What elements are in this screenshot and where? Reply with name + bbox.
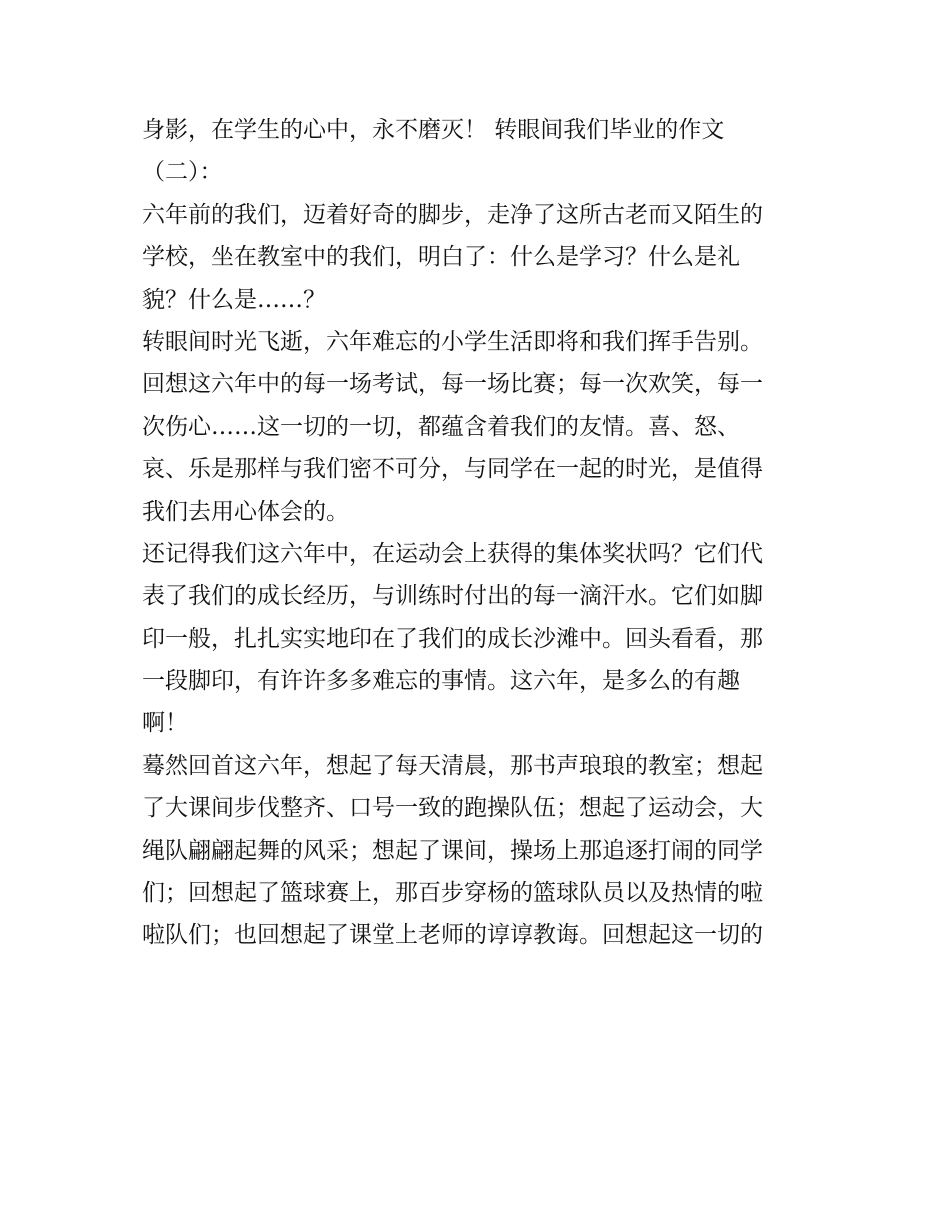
text-line: 表了我们的成长经历，与训练时付出的每一滴汗水。它们如脚 xyxy=(142,583,763,610)
text-line: 身影，在学生的心中，永不磨灭！ 转眼间我们毕业的作文 xyxy=(142,117,725,143)
text-line: 绳队翩翩起舞的风采；想起了课间，操场上那追逐打闹的同学 xyxy=(142,837,763,864)
text-line: 我们去用心体会的。 xyxy=(142,498,349,525)
text-line: 蓦然回首这六年，想起了每天清晨，那书声琅琅的教室；想起 xyxy=(142,752,763,779)
text-line: 啦队们；也回想起了课堂上老师的谆谆教诲。回想起这一切的 xyxy=(142,922,763,949)
essay-body xyxy=(142,109,822,957)
text-line: 六年前的我们，迈着好奇的脚步，走净了这所古老而又陌生的 xyxy=(142,201,763,228)
text-line: 哀、乐是那样与我们密不可分，与同学在一起的时光，是值得 xyxy=(142,456,763,483)
text-line: 学校，坐在教室中的我们，明白了：什么是学习？什么是礼 xyxy=(142,244,740,271)
text-line: 次伤心……这一切的一切，都蕴含着我们的友情。喜、怒、 xyxy=(142,413,740,440)
text-line: 们；回想起了篮球赛上，那百步穿杨的篮球队员以及热情的啦 xyxy=(142,880,763,907)
text-line: 貌？什么是……？ xyxy=(142,286,326,313)
text-line: 一段脚印，有许许多多难忘的事情。这六年，是多么的有趣 xyxy=(142,668,740,695)
text-line: 了大课间步伐整齐、口号一致的跑操队伍；想起了运动会，大 xyxy=(142,795,763,822)
text-line: 回想这六年中的每一场考试，每一场比赛；每一次欢笑，每一 xyxy=(142,371,763,398)
text-line: （二）： xyxy=(142,159,223,186)
text-line: 还记得我们这六年中，在运动会上获得的集体奖状吗？它们代 xyxy=(142,540,763,567)
text-line: 印一般，扎扎实实地印在了我们的成长沙滩中。回头看看，那 xyxy=(142,625,763,652)
text-line: 转眼间时光飞逝，六年难忘的小学生活即将和我们挥手告别。 xyxy=(142,328,763,355)
text-line: 啊！ xyxy=(142,710,188,737)
